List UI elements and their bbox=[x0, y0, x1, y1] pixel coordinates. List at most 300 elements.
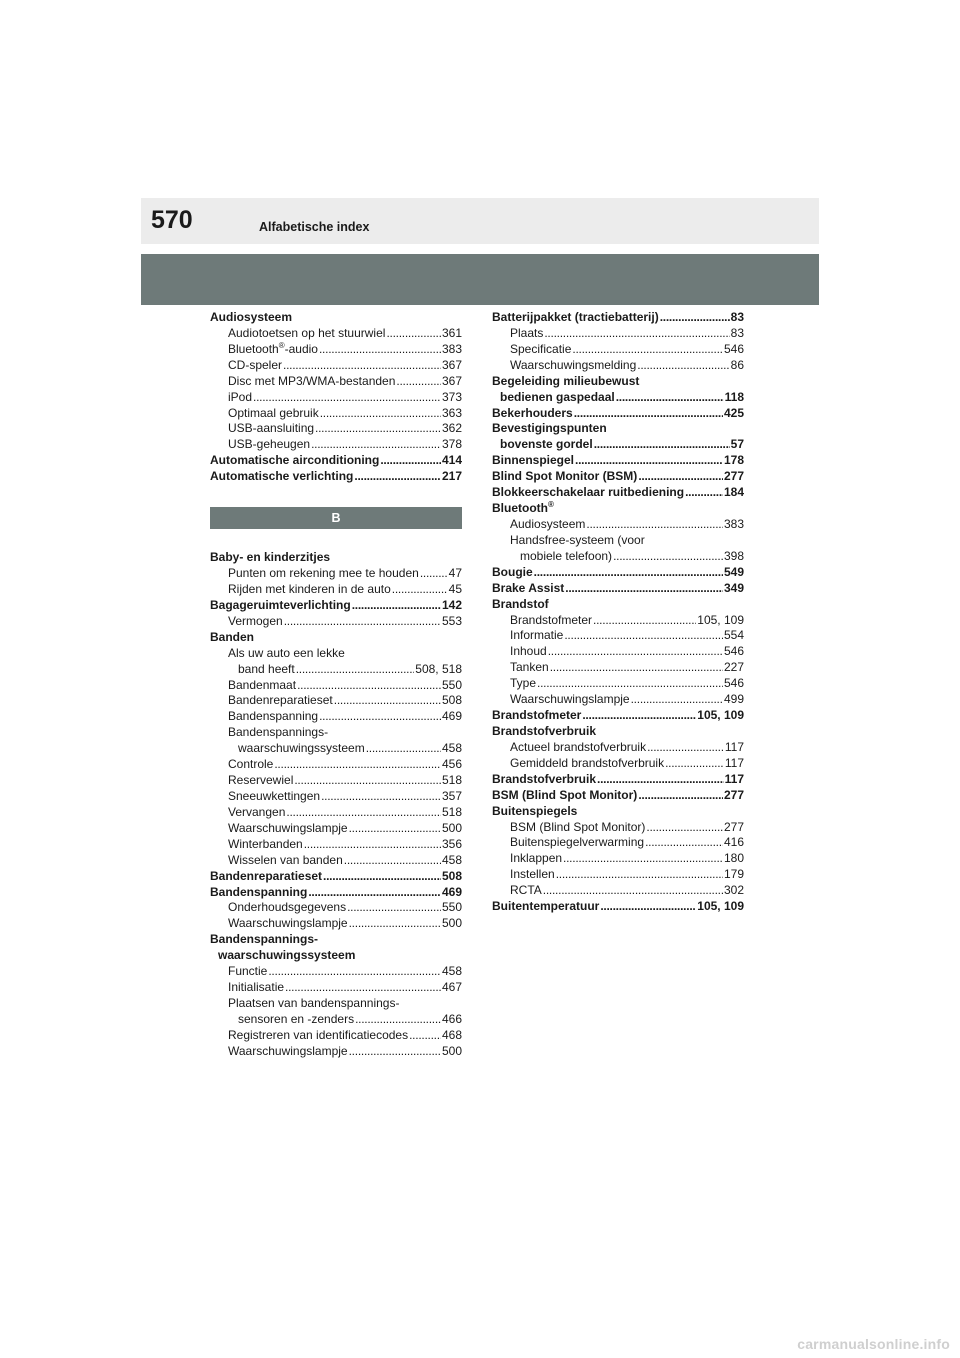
index-entry-term: RCTA bbox=[510, 883, 542, 898]
header-band bbox=[141, 254, 819, 305]
index-entry bbox=[492, 358, 744, 374]
dot-leader bbox=[304, 837, 441, 853]
index-entry bbox=[210, 437, 462, 453]
dot-leader bbox=[616, 390, 724, 406]
index-entry bbox=[210, 566, 462, 582]
index-entry bbox=[210, 773, 462, 789]
index-entry bbox=[210, 614, 462, 630]
index-entry-term: Waarschuwingslampje bbox=[228, 916, 348, 931]
index-entry-page: 500 bbox=[441, 916, 462, 931]
index-group-a bbox=[210, 310, 462, 485]
index-entry-page: 499 bbox=[723, 692, 744, 707]
index-entry-page: 361 bbox=[441, 325, 462, 340]
index-entry bbox=[492, 883, 744, 899]
index-entry bbox=[210, 550, 462, 566]
index-entry bbox=[210, 980, 462, 996]
index-entry bbox=[210, 869, 462, 885]
index-entry-page: 416 bbox=[723, 835, 744, 850]
index-entry-term: band heeft bbox=[238, 661, 295, 676]
index-entry bbox=[492, 406, 744, 422]
dot-leader bbox=[268, 964, 441, 980]
index-entry bbox=[210, 789, 462, 805]
index-entry-page: 367 bbox=[441, 373, 462, 388]
dot-leader bbox=[647, 740, 724, 756]
dot-leader bbox=[349, 916, 441, 932]
index-entry bbox=[210, 469, 462, 485]
index-group-b-continued bbox=[492, 310, 744, 915]
dot-leader bbox=[597, 772, 724, 788]
index-entry bbox=[210, 693, 462, 709]
index-entry-term: bedienen gaspedaal bbox=[500, 389, 615, 404]
index-entry-page: 553 bbox=[441, 613, 462, 628]
index-entry-term: Inklappen bbox=[510, 851, 563, 866]
index-entry bbox=[210, 996, 462, 1012]
index-entry bbox=[210, 709, 462, 725]
index-entry-page: 362 bbox=[441, 421, 462, 436]
index-entry bbox=[210, 678, 462, 694]
index-entry bbox=[210, 885, 462, 901]
index-entry-term: Brake Assist bbox=[492, 580, 565, 595]
index-entry-page: 508, 518 bbox=[415, 661, 462, 676]
index-entry-page: 383 bbox=[723, 516, 744, 531]
index-entry-term: bovenste gordel bbox=[500, 437, 593, 452]
index-entry-term: Audiosysteem bbox=[210, 310, 293, 324]
index-entry bbox=[492, 708, 744, 724]
dot-leader bbox=[396, 374, 441, 390]
index-entry-page: 508 bbox=[441, 868, 462, 883]
index-entry-page: 117 bbox=[724, 755, 744, 770]
dot-leader bbox=[308, 885, 441, 901]
dot-leader bbox=[297, 678, 441, 694]
index-entry-term: Bluetooth® bbox=[492, 500, 554, 516]
index-entry-page: 508 bbox=[441, 693, 462, 708]
index-entry-term: Audiosysteem bbox=[510, 516, 586, 531]
index-entry-term: Sneeuwkettingen bbox=[228, 788, 321, 803]
index-entry bbox=[492, 899, 744, 915]
dot-leader bbox=[347, 900, 441, 916]
dot-leader bbox=[574, 406, 723, 422]
index-entry-term: Instellen bbox=[510, 867, 555, 882]
index-entry-term: Onderhoudsgegevens bbox=[228, 900, 347, 915]
index-entry-page: 83 bbox=[730, 310, 744, 324]
index-entry-page: 117 bbox=[724, 771, 744, 786]
index-entry bbox=[210, 421, 462, 437]
index-entry-page: 142 bbox=[441, 597, 462, 612]
index-entry-page: 546 bbox=[723, 644, 744, 659]
index-entry bbox=[492, 676, 744, 692]
index-entry-page: 518 bbox=[441, 773, 462, 788]
index-entry-page: 277 bbox=[723, 819, 744, 834]
index-entry-page: 468 bbox=[441, 1027, 462, 1042]
index-entry-term: Bekerhouders bbox=[492, 405, 573, 420]
index-entry-page: 356 bbox=[441, 836, 462, 851]
index-entry bbox=[492, 326, 744, 342]
index-entry-term: Vermogen bbox=[228, 613, 283, 628]
index-entry-page: 466 bbox=[441, 1011, 462, 1026]
index-entry-term: Brandstof bbox=[492, 596, 549, 611]
index-entry bbox=[492, 628, 744, 644]
index-entry bbox=[210, 453, 462, 469]
dot-leader bbox=[544, 326, 729, 342]
dot-leader bbox=[572, 342, 723, 358]
dot-leader bbox=[354, 469, 441, 485]
dot-leader bbox=[420, 566, 448, 582]
dot-leader bbox=[548, 644, 723, 660]
index-entry bbox=[210, 757, 462, 773]
index-entry-term: Bougie bbox=[492, 564, 533, 579]
dot-leader bbox=[380, 453, 441, 469]
index-entry-page: 179 bbox=[723, 867, 744, 882]
index-entry-page: 500 bbox=[441, 820, 462, 835]
index-entry-term: BSM (Blind Spot Monitor) bbox=[510, 819, 646, 834]
dot-leader bbox=[253, 390, 441, 406]
dot-leader bbox=[392, 582, 448, 598]
index-entry bbox=[492, 740, 744, 756]
index-entry bbox=[492, 820, 744, 836]
index-entry-term: Inhoud bbox=[510, 644, 547, 659]
index-entry-term: Plaatsen van bandenspannings- bbox=[228, 995, 400, 1010]
index-entry-term: Bandenspannings- bbox=[228, 725, 329, 740]
index-entry bbox=[492, 469, 744, 485]
index-entry-term: iPod bbox=[228, 389, 253, 404]
index-entry-term: CD-speler bbox=[228, 357, 283, 372]
dot-leader bbox=[586, 517, 723, 533]
section-title: Alfabetische index bbox=[259, 220, 370, 234]
index-entry bbox=[210, 374, 462, 390]
dot-leader bbox=[550, 660, 723, 676]
index-entry-term: sensoren en -zenders bbox=[238, 1011, 355, 1026]
dot-leader bbox=[613, 549, 723, 565]
index-entry-term: Wisselen van banden bbox=[228, 852, 343, 867]
index-entry bbox=[210, 900, 462, 916]
dot-leader bbox=[315, 421, 441, 437]
index-entry-term: Bluetooth®-audio bbox=[228, 340, 318, 356]
index-entry-page: 178 bbox=[723, 453, 744, 468]
index-entry-page: 373 bbox=[441, 389, 462, 404]
index-entry bbox=[210, 582, 462, 598]
index-entry-term: Gemiddeld brandstofverbruik bbox=[510, 755, 665, 770]
index-entry bbox=[210, 358, 462, 374]
index-entry bbox=[492, 565, 744, 581]
index-entry bbox=[210, 821, 462, 837]
dot-leader bbox=[660, 310, 730, 326]
index-entry-page: 367 bbox=[441, 357, 462, 372]
index-entry-term: Audiotoetsen op het stuurwiel bbox=[228, 325, 386, 340]
dot-leader bbox=[594, 437, 730, 453]
index-entry bbox=[492, 485, 744, 501]
index-entry-term: Functie bbox=[228, 964, 268, 979]
index-entry bbox=[492, 342, 744, 358]
index-entry-term: Begeleiding milieubewust bbox=[492, 373, 640, 388]
dot-leader bbox=[593, 613, 696, 629]
index-entry-term: waarschuwingssysteem bbox=[218, 948, 356, 963]
index-entry-page: 554 bbox=[723, 628, 744, 643]
index-entry-page: 398 bbox=[723, 548, 744, 563]
letter-section-b: B bbox=[210, 507, 462, 529]
index-entry bbox=[210, 916, 462, 932]
index-entry-page: 357 bbox=[441, 788, 462, 803]
index-entry-page: 549 bbox=[723, 564, 744, 579]
dot-leader bbox=[320, 406, 441, 422]
index-entry bbox=[210, 390, 462, 406]
dot-leader bbox=[283, 358, 441, 374]
index-entry-page: 458 bbox=[441, 964, 462, 979]
index-column-right bbox=[492, 310, 744, 915]
index-entry-term: Automatische airconditioning bbox=[210, 453, 380, 468]
index-entry-page: 105, 109 bbox=[697, 612, 744, 627]
index-entry-page: 57 bbox=[730, 437, 744, 452]
index-entry-page: 414 bbox=[441, 453, 462, 468]
dot-leader bbox=[321, 789, 441, 805]
index-entry-page: 118 bbox=[724, 389, 744, 404]
index-entry-page: 467 bbox=[441, 980, 462, 995]
index-entry bbox=[210, 1012, 462, 1028]
index-entry-term: Optimaal gebruik bbox=[228, 405, 319, 420]
dot-leader bbox=[274, 757, 441, 773]
dot-leader bbox=[600, 899, 696, 915]
index-entry bbox=[210, 948, 462, 964]
dot-leader bbox=[582, 708, 696, 724]
index-entry-term: USB-aansluiting bbox=[228, 421, 315, 436]
index-entry-page: 518 bbox=[441, 804, 462, 819]
index-entry bbox=[210, 741, 462, 757]
index-entry-term: Plaats bbox=[510, 325, 544, 340]
index-entry-term: Reservewiel bbox=[228, 773, 294, 788]
index-entry bbox=[492, 437, 744, 453]
index-entry-page: 469 bbox=[441, 884, 462, 899]
index-entry bbox=[492, 867, 744, 883]
dot-leader bbox=[355, 1012, 441, 1028]
index-entry-page: 425 bbox=[723, 405, 744, 420]
index-entry bbox=[492, 517, 744, 533]
index-entry-term: Brandstofverbruik bbox=[492, 771, 597, 786]
index-entry-page: 363 bbox=[441, 405, 462, 420]
index-entry-term: Winterbanden bbox=[228, 836, 303, 851]
dot-leader bbox=[645, 835, 723, 851]
index-entry bbox=[210, 1028, 462, 1044]
dot-leader bbox=[564, 628, 723, 644]
dot-leader bbox=[638, 788, 723, 804]
index-entry-term: Bandenspannings- bbox=[210, 932, 319, 947]
index-entry-page: 302 bbox=[723, 883, 744, 898]
index-entry-term: Buitentemperatuur bbox=[492, 899, 600, 914]
index-entry bbox=[210, 964, 462, 980]
dot-leader bbox=[284, 614, 441, 630]
index-entry bbox=[210, 725, 462, 741]
index-column-left bbox=[210, 310, 462, 1060]
page-number: 570 bbox=[151, 206, 193, 234]
watermark: carmanualsonline.info bbox=[797, 1336, 950, 1352]
index-entry-term: Bandenspanning bbox=[228, 709, 319, 724]
index-entry-page: 349 bbox=[723, 580, 744, 595]
index-entry-term: Blokkeerschakelaar ruitbediening bbox=[492, 485, 685, 500]
index-entry-term: Binnenspiegel bbox=[492, 453, 575, 468]
index-entry bbox=[492, 549, 744, 565]
index-group-b bbox=[210, 550, 462, 1060]
index-entry-term: Initialisatie bbox=[228, 980, 285, 995]
index-entry-term: Registreren van identificatiecodes bbox=[228, 1027, 409, 1042]
index-entry-term: Specificatie bbox=[510, 341, 572, 356]
index-entry bbox=[210, 630, 462, 646]
index-entry-page: 500 bbox=[441, 1043, 462, 1058]
index-entry-term: Brandstofverbruik bbox=[492, 723, 597, 738]
dot-leader bbox=[685, 485, 723, 501]
dot-leader bbox=[296, 662, 415, 678]
index-entry-term: Type bbox=[510, 676, 537, 691]
index-entry-term: Bandenreparatieset bbox=[210, 868, 323, 883]
index-entry-page: 117 bbox=[724, 739, 744, 754]
index-entry bbox=[492, 374, 744, 390]
index-entry-term: Disc met MP3/WMA-bestanden bbox=[228, 373, 396, 388]
dot-leader bbox=[349, 1044, 441, 1060]
index-entry-term: Handsfree-systeem (voor bbox=[510, 532, 645, 547]
dot-leader bbox=[285, 980, 441, 996]
index-entry-term: Als uw auto een lekke bbox=[228, 645, 345, 660]
index-entry-page: 180 bbox=[723, 851, 744, 866]
dot-leader bbox=[311, 437, 441, 453]
index-entry bbox=[210, 853, 462, 869]
dot-leader bbox=[537, 676, 723, 692]
index-entry-term: Tanken bbox=[510, 660, 549, 675]
index-entry-page: 458 bbox=[441, 852, 462, 867]
dot-leader bbox=[409, 1028, 441, 1044]
index-entry bbox=[492, 421, 744, 437]
dot-leader bbox=[319, 342, 441, 358]
dot-leader bbox=[386, 326, 441, 342]
index-entry-page: 383 bbox=[441, 341, 462, 356]
index-entry bbox=[210, 646, 462, 662]
dot-leader bbox=[349, 821, 441, 837]
index-entry-page: 47 bbox=[448, 566, 462, 581]
page-header bbox=[141, 198, 819, 244]
index-entry bbox=[492, 501, 744, 517]
dot-leader bbox=[534, 565, 723, 581]
index-entry-page: 458 bbox=[441, 741, 462, 756]
index-entry bbox=[210, 837, 462, 853]
index-entry bbox=[492, 453, 744, 469]
index-entry-term: Bevestigingspunten bbox=[492, 421, 607, 436]
index-entry-term: Bagageruimteverlichting bbox=[210, 597, 351, 612]
dot-leader bbox=[563, 851, 723, 867]
index-entry-term: Waarschuwingslampje bbox=[228, 820, 348, 835]
index-entry-term: Blind Spot Monitor (BSM) bbox=[492, 469, 638, 484]
dot-leader bbox=[565, 581, 723, 597]
dot-leader bbox=[543, 883, 723, 899]
dot-leader bbox=[366, 741, 441, 757]
index-entry bbox=[492, 756, 744, 772]
index-entry bbox=[210, 342, 462, 358]
dot-leader bbox=[665, 756, 724, 772]
index-entry bbox=[492, 533, 744, 549]
index-entry bbox=[492, 660, 744, 676]
index-entry-term: Automatische verlichting bbox=[210, 469, 354, 484]
index-entry bbox=[210, 1044, 462, 1060]
index-entry-page: 550 bbox=[441, 677, 462, 692]
index-entry bbox=[210, 932, 462, 948]
index-entry bbox=[492, 310, 744, 326]
index-entry-term: Controle bbox=[228, 757, 274, 772]
index-entry-page: 546 bbox=[723, 676, 744, 691]
index-entry-page: 184 bbox=[723, 485, 744, 500]
dot-leader bbox=[352, 598, 441, 614]
index-entry-page: 83 bbox=[730, 325, 744, 340]
index-entry bbox=[492, 835, 744, 851]
dot-leader bbox=[646, 820, 723, 836]
index-entry-page: 86 bbox=[730, 357, 744, 372]
index-entry bbox=[210, 326, 462, 342]
index-entry-term: Waarschuwingslampje bbox=[228, 1043, 348, 1058]
index-entry bbox=[492, 613, 744, 629]
index-entry-page: 469 bbox=[441, 709, 462, 724]
index-entry-page: 546 bbox=[723, 341, 744, 356]
index-entry-page: 105, 109 bbox=[697, 899, 744, 914]
index-entry-term: Brandstofmeter bbox=[492, 708, 582, 723]
dot-leader bbox=[323, 869, 441, 885]
index-entry-page: 378 bbox=[441, 437, 462, 452]
index-entry-page: 456 bbox=[441, 757, 462, 772]
index-entry-term: Bandenspanning bbox=[210, 884, 308, 899]
index-entry bbox=[210, 662, 462, 678]
index-entry-term: mobiele telefoon) bbox=[520, 548, 613, 563]
index-entry-term: USB-geheugen bbox=[228, 437, 311, 452]
index-entry-term: Buitenspiegelverwarming bbox=[510, 835, 645, 850]
index-entry-term: Waarschuwingsmelding bbox=[510, 357, 637, 372]
dot-leader bbox=[286, 805, 441, 821]
index-entry bbox=[492, 644, 744, 660]
index-entry-term: Vervangen bbox=[228, 804, 286, 819]
index-entry bbox=[210, 598, 462, 614]
index-entry-term: Brandstofmeter bbox=[510, 612, 593, 627]
index-entry-term: BSM (Blind Spot Monitor) bbox=[492, 787, 638, 802]
index-entry-page: 217 bbox=[441, 469, 462, 484]
index-entry-term: waarschuwingssysteem bbox=[238, 741, 365, 756]
index-entry-term: Buitenspiegels bbox=[492, 803, 578, 818]
index-entry bbox=[210, 310, 462, 326]
index-entry-page: 45 bbox=[448, 581, 462, 596]
index-entry-term: Batterijpakket (tractiebatterij) bbox=[492, 310, 659, 324]
index-entry-term: Informatie bbox=[510, 628, 564, 643]
index-entry bbox=[492, 724, 744, 740]
dot-leader bbox=[631, 692, 723, 708]
index-entry-page: 277 bbox=[723, 787, 744, 802]
index-entry-term: Bandenreparatieset bbox=[228, 693, 333, 708]
index-entry bbox=[492, 772, 744, 788]
index-entry bbox=[492, 581, 744, 597]
index-entry bbox=[492, 804, 744, 820]
index-entry-term: Punten om rekening mee te houden bbox=[228, 566, 419, 581]
index-entry bbox=[492, 390, 744, 406]
index-entry-page: 105, 109 bbox=[697, 708, 744, 723]
dot-leader bbox=[344, 853, 441, 869]
index-entry-page: 550 bbox=[441, 900, 462, 915]
index-entry-term: Rijden met kinderen in de auto bbox=[228, 581, 391, 596]
dot-leader bbox=[294, 773, 441, 789]
index-entry bbox=[492, 692, 744, 708]
index-entry-term: Waarschuwingslampje bbox=[510, 692, 630, 707]
index-entry-term: Bandenmaat bbox=[228, 677, 297, 692]
dot-leader bbox=[334, 693, 441, 709]
dot-leader bbox=[638, 469, 723, 485]
dot-leader bbox=[637, 358, 729, 374]
index-entry-term: Banden bbox=[210, 629, 255, 644]
dot-leader bbox=[319, 709, 441, 725]
index-entry-page: 277 bbox=[723, 469, 744, 484]
index-entry bbox=[210, 805, 462, 821]
index-entry bbox=[492, 597, 744, 613]
index-entry bbox=[492, 788, 744, 804]
index-entry-term: Baby- en kinderzitjes bbox=[210, 550, 331, 565]
index-entry bbox=[210, 406, 462, 422]
